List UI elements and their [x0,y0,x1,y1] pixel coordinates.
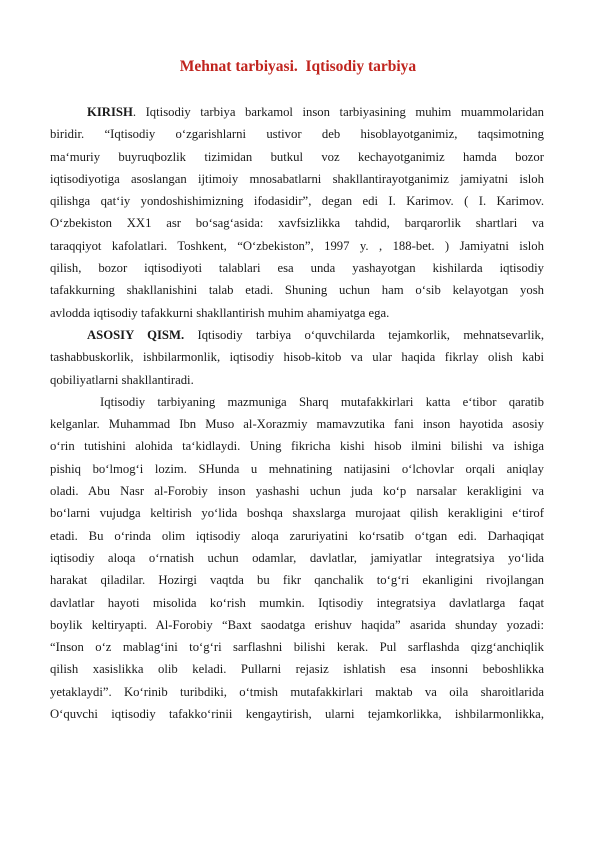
paragraph-line: kelganlar. Muhammad Ibn Muso al-Xorazmiy mamavzutika fani inson hayotida asosiy [50,417,544,432]
section-heading-kirish: KIRISH [87,105,133,119]
paragraph-line: qilishga qat‘iy yondoshishimizning ifodasidir”, degan edi I. Karimov. ( I. Karimov. [50,194,544,209]
document-title: Mehnat tarbiyasi. Iqtisodiy tarbiya [179,58,417,75]
paragraph-line: Iqtisodiy tarbiyaning mazmuniga Sharq mutafakkirlari katta e‘tibor qaratib [100,394,544,409]
paragraph-line: davlatlar hayoti misolida ko‘rish mumkin. Iqtisodiy integratsiya davlatlarga faqat [50,595,544,610]
paragraph-line: O‘quvchi iqtisodiy tafakko‘rinii kengaytirish, ularni tejamkorlikka, ishbilarmonlikka, [50,707,544,722]
paragraph-line: tashabbuskorlik, ishbilarmonlik, iqtisodiy hisob-kitob va ular haqida fikrlay olish kabi [50,350,544,365]
paragraph-line: o‘rin tutishini alohida ta‘kidlaydi. Uning fikricha kishi hisob ilmini bilishi va ishiga [50,439,544,454]
paragraph-line: taraqqiyot kafolatlari. Toshkent, “O‘zbekiston”, 1997 y. , 188-bet. ) Jamiyatni isloh [50,238,544,253]
paragraph-line: KIRISH. Iqtisodiy tarbiya barkamol inson tarbiyasining muhim muammolaridan [87,105,544,119]
paragraph-line: ASOSIY QISM. Iqtisodiy tarbiya o‘quvchilarda tejamkorlik, mehnatsevarlik, [87,327,544,342]
paragraph-line: qilish xasislikka olib keladi. Pullarni rejasiz ishlatish esa insonni beboshlikka [50,662,544,677]
document-body [50,101,544,725]
paragraph-line: O‘zbekiston XX1 asr bo‘sag‘asida: xavfsizlikka tahdid, barqarorlik shartlari va [50,216,544,231]
paragraph-line: yetaklaydi”. Ko‘rinib turibdiki, o‘tmish mutafakkirlari maktab va oila sharoitlarida [50,684,544,699]
paragraph-line: avlodda iqtisodiy tafakkurni shakllantirish muhim ahamiyatga ega. [50,305,390,320]
paragraph-line: etadi. Bu o‘rinda olim iqtisodiy aloqa zaruriyatini ko‘rsatib o‘tgan edi. Darhaqiqat [50,528,544,543]
paragraph-line: iqtisodiyotiga asoslangan ijtimoiy mnosabatlarni shakllantirayotganimiz jamiyatni isloh [50,171,544,186]
paragraph-line: biridir. “Iqtisodiy o‘zgarishlarni ustivor deb hisoblayotganimiz, taqsimotning [50,127,544,142]
paragraph-line: “Inson o‘z mablag‘ini to‘g‘ri sarflashni bilishi kerak. Pul sarflashda qizg‘anchiqlik [50,640,544,655]
paragraph-line: boylik keltiryapti. Al-Forobiy “Baxt saodatga erishuv haqida” asarida shunday yozadi: [50,617,544,632]
paragraph-line: bo‘larni vujudga keltirish yo‘lida boshqa shaxslarga murojaat qilish kerakligini e‘tirof [50,506,544,521]
section-heading-asosiy-qism: ASOSIY QISM. [87,327,185,342]
paragraph-line: harakat qiladilar. Hozirgi vaqtda bu fikr qanchalik to‘g‘ri ekanligini rivojlangan [50,573,544,588]
paragraph-line: pishiq bo‘lmog‘i lozim. SHunda u mehnatining natijasini o‘lchovlar orqali aniqlay [50,461,544,476]
paragraph-line: qilish, bozor iqtisodiyoti talablari esa unda yashayotgan kishilarda iqtisodiy [50,261,544,276]
paragraph-line: qobiliyatlarni shakllantiradi. [50,372,194,387]
paragraph-line: ma‘muriy buyruqbozlik tizimidan butkul voz kechayotganimiz hamda bozor [50,149,544,164]
paragraph-line: iqtisodiy aloqa o‘rnatish uchun odamlar, davlatlar, jamiyatlar integratsiya yo‘lida [50,550,544,565]
paragraph-line: tafakkurning shakllanishini talab etadi. Shuning uchun ham o‘sib kelayotgan yosh [50,283,544,298]
paragraph-line: oladi. Abu Nasr al-Forobiy inson yashashi uchun juda ko‘p narsalar kerakligini va [50,484,544,499]
